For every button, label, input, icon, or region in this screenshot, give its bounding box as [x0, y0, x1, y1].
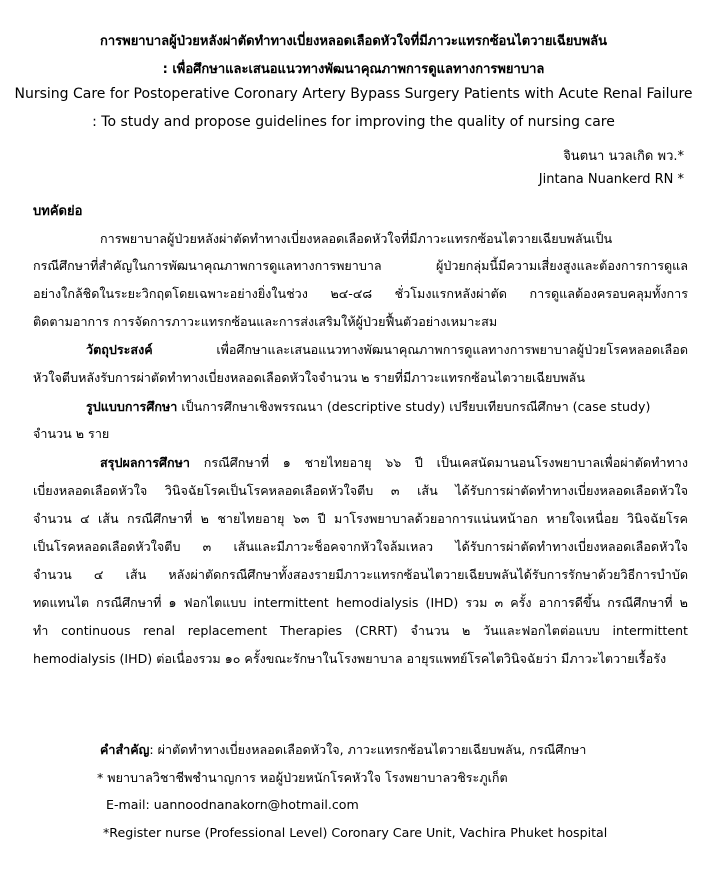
- objective-line-2: หัวใจตีบหลังรับการผ่าตัดทำทางเบี่ยงหลอดเลือดหัวใจจำนวน ๒ รายที่มีภาวะแทรกซ้อนไตวายเฉียบพลัน: [33, 370, 585, 385]
- abstract-paragraph-line: การพยาบาลผู้ป่วยหลังผ่าตัดทำทางเบี่ยงหลอดเลือดหัวใจที่มีภาวะแทรกซ้อนไตวายเฉียบพลันเป็น: [100, 231, 613, 246]
- footnote-affiliation-thai: * พยาบาลวิชาชีพชำนาญการ หอผู้ป่วยหนักโรคหัวใจ โรงพยาบาลวชิระภูเก็ต: [97, 770, 508, 785]
- design-line-1: [86, 397, 688, 417]
- results-label: สรุปผลการศึกษา: [100, 455, 190, 470]
- author-thai: จินตนา นวลเกิด พว.*: [563, 149, 684, 164]
- keywords-label: คำสำคัญ: [100, 742, 150, 757]
- objective-text: เพื่อศึกษาและเสนอแนวทางพัฒนาคุณภาพการดูแลทางการพยาบาลผู้ป่วยโรคหลอดเลือด: [152, 342, 688, 357]
- objective-line-1: [86, 340, 688, 360]
- thai-title-line-2: : เพื่อศึกษาและเสนอแนวทางพัฒนาคุณภาพการดูแลทางการพยาบาล: [162, 62, 545, 77]
- keywords-text: : ผ่าตัดทำทางเบี่ยงหลอดเลือดหัวใจ, ภาวะแทรกซ้อนไตวายเฉียบพลัน, กรณีศึกษา: [149, 742, 587, 757]
- english-title-line-2: : To study and propose guidelines for improving the quality of nursing care: [92, 114, 615, 130]
- thai-title-line-1: การพยาบาลผู้ป่วยหลังผ่าตัดทำทางเบี่ยงหลอดเลือดหัวใจที่มีภาวะแทรกซ้อนไตวายเฉียบพลัน: [99, 34, 608, 49]
- results-line: เป็นโรคหลอดเลือดหัวใจตีบ ๓ เส้นและมีภาวะช็อคจากหัวใจล้มเหลว ได้รับการผ่าตัดทำทางเบี่ยงหลอดเลือดหัวใจ: [33, 539, 688, 554]
- footnote-affiliation-english: *Register nurse (Professional Level) Coronary Care Unit, Vachira Phuket hospital: [103, 825, 608, 840]
- design-line-2: จำนวน ๒ ราย: [33, 426, 110, 441]
- author-english: Jintana Nuankerd RN *: [538, 172, 684, 187]
- results-line: จำนวน ๔ เส้น กรณีศึกษาที่ ๒ ชายไทยอายุ ๖๓ ปี มาโรงพยาบาลด้วยอาการแน่นหน้าอก หายใจเหนื่อย วินิจฉัยโรค: [33, 511, 688, 526]
- abstract-paragraph-line: อย่างใกล้ชิดในระยะวิกฤตโดยเฉพาะอย่างยิ่งในช่วง ๒๔-๔๘ ชั่วโมงแรกหลังผ่าตัด การดูแลต้องครอบคลุมทั้งการ: [33, 286, 688, 301]
- results-line: ทดแทนไต กรณีศึกษาที่ ๑ ฟอกไตแบบ intermittent hemodialysis (IHD) รวม ๓ ครั้ง อาการดีขึ้น กรณีศึกษาที่ ๒: [33, 595, 688, 610]
- results-line-1: [100, 453, 688, 473]
- abstract-heading: บทคัดย่อ: [33, 204, 83, 219]
- objective-label: วัตถุประสงค์: [86, 342, 153, 357]
- results-line: hemodialysis (IHD) ต่อเนื่องรวม ๑๐ ครั้งขณะรักษาในโรงพยาบาล อายุรแพทย์โรคไตวินิจฉัยว่า มีภาวะไตวายเรื้อรัง: [33, 651, 667, 666]
- keywords: [100, 740, 586, 760]
- english-title-line-1: Nursing Care for Postoperative Coronary Artery Bypass Surgery Patients with Acute Renal Failure: [14, 86, 693, 102]
- results-text: กรณีศึกษาที่ ๑ ชายไทยอายุ ๖๖ ปี เป็นเคสนัดมานอนโรงพยาบาลเพื่อผ่าตัดทำทาง: [190, 455, 688, 470]
- design-label: รูปแบบการศึกษา: [86, 399, 178, 414]
- design-text: เป็นการศึกษาเชิงพรรณนา (descriptive study) เปรียบเทียบกรณีศึกษา (case study): [177, 399, 651, 414]
- results-line: จำนวน ๔ เส้น หลังผ่าตัดกรณีศึกษาทั้งสองรายมีภาวะแทรกซ้อนไตวายเฉียบพลันได้รับการรักษาด้วยวิธีการบำบัด: [33, 567, 688, 582]
- results-line: เบี่ยงหลอดเลือดหัวใจ วินิจฉัยโรคเป็นโรคหลอดเลือดหัวใจตีบ ๓ เส้น ได้รับการผ่าตัดทำทางเบี่ยงหลอดเลือดหัวใจ: [33, 483, 688, 498]
- footnote-email: E-mail: uannoodnanakorn@hotmail.com: [106, 797, 359, 812]
- results-line: ทำ continuous renal replacement Therapies (CRRT) จำนวน ๒ วันและฟอกไตต่อแบบ intermittent: [33, 623, 688, 638]
- abstract-paragraph-line: กรณีศึกษาที่สำคัญในการพัฒนาคุณภาพการดูแลทางการพยาบาล ผู้ป่วยกลุ่มนี้มีความเสี่ยงสูงและต้องการการดูแล: [33, 258, 688, 273]
- abstract-paragraph-line: ติดตามอาการ การจัดการภาวะแทรกซ้อนและการส่งเสริมให้ผู้ป่วยฟื้นตัวอย่างเหมาะสม: [33, 314, 498, 329]
